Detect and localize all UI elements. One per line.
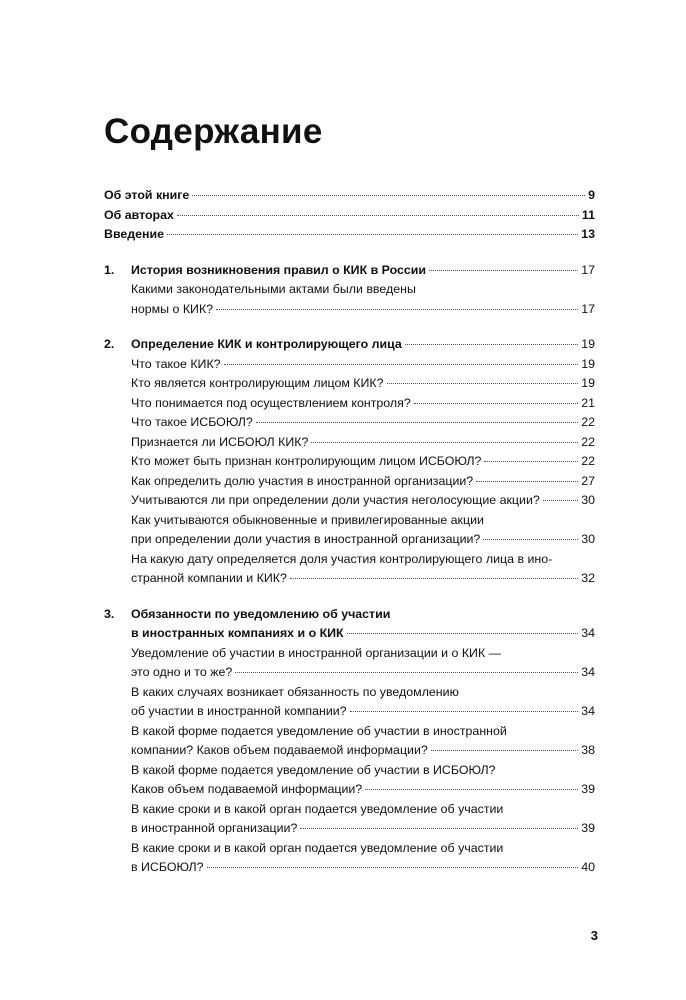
toc-entry[interactable] [0,761,686,781]
toc-entry-page: 40 [581,860,595,874]
toc-entry-page: 13 [581,227,595,241]
dot-leader [224,364,579,365]
toc-entry-page: 38 [581,743,595,757]
toc-entry[interactable] [0,511,686,531]
toc-entry-label: Как учитываются обыкновенные и привилегированные акции [131,512,484,527]
toc-front-entry[interactable] [0,186,686,206]
toc-entry[interactable] [0,550,686,570]
dot-leader [256,422,578,423]
chapter-number: 3. [104,606,115,621]
toc-entry-label: В каких случаях возникает обязанность по уведомлению [131,684,459,699]
toc-entry-page: 11 [581,207,595,222]
toc-chapter-entry[interactable] [0,605,686,625]
toc-entry-label: В какой форме подается уведомление об участии в иностранной [131,723,507,738]
toc-entry-label: Как определить долю участия в иностранной организации? [131,473,474,488]
dot-leader [311,442,578,443]
toc-entry-page: 30 [581,493,595,507]
dot-leader [300,828,578,829]
toc-entry-page: 39 [581,821,595,835]
dot-leader [365,789,578,790]
page-number: 3 [590,928,598,943]
dot-leader [235,672,578,673]
dot-leader [414,403,578,404]
dot-leader [484,461,578,462]
toc-entry-label: Определение КИК и контролирующего лица [131,337,402,351]
toc-entry[interactable] [0,644,686,664]
section-gap [0,589,686,605]
toc-entry[interactable] [0,530,686,550]
toc-entry-label: Учитываются ли при определении доли участия неголосующие акции? [131,493,540,507]
toc-entry[interactable] [0,683,686,703]
toc-entry[interactable] [0,433,686,453]
toc-entry-page: 22 [581,415,595,429]
toc-entry-page: 32 [581,571,595,585]
toc-entry-label: В какие сроки и в какой орган подается уведомление об участии [131,801,504,816]
dot-leader [290,578,578,579]
toc-entry-label: об участии в иностранной компании? [131,704,347,718]
toc-entry-label: в иностранных компаниях и о КИК [131,626,344,640]
section-gap [0,319,686,335]
toc-entry[interactable] [0,663,686,683]
dot-leader [350,711,579,712]
dot-leader [387,383,579,384]
toc-entry-page: 39 [581,782,595,796]
toc-entry-label: Каков объем подаваемой информации? [131,782,363,796]
toc-entry-page: 9 [588,188,595,202]
toc-entry-label: История возникновения правил о КИК в России [131,262,427,277]
toc-entry[interactable] [0,472,686,492]
dot-leader [483,539,578,540]
toc-entry[interactable] [0,413,686,433]
toc-entry[interactable] [0,491,686,511]
dot-leader [177,215,579,216]
toc-entry[interactable] [0,800,686,820]
dot-leader [405,344,578,345]
toc-entry[interactable] [0,355,686,375]
toc-entry-label: На какую дату определяется доля участия контролирующего лица в ино- [131,551,553,566]
toc-entry[interactable] [0,300,686,320]
toc-entry-label: Об этой книге [104,188,190,202]
toc-entry-label: Признается ли ИСБОЮЛ КИК? [131,434,309,449]
toc-entry[interactable] [0,394,686,414]
dot-leader [347,633,579,634]
toc-front-entry[interactable] [0,206,686,226]
toc-entry[interactable] [0,722,686,742]
toc-entry-label: Какими законодательными актами были введены [131,282,416,296]
toc-entry[interactable] [0,374,686,394]
toc-entry[interactable] [0,780,686,800]
toc-entry-page: 17 [581,301,595,316]
toc-entry-label: это одно и то же? [131,665,233,679]
toc-chapter-entry[interactable] [0,261,686,281]
toc-entry-page: 19 [581,337,595,351]
toc-entry-label: Обязанности по уведомлению об участии [131,606,391,621]
dot-leader [429,270,578,271]
toc-entry-label: В какой форме подается уведомление об участии в ИСБОЮЛ? [131,762,496,777]
toc-chapter-entry[interactable] [0,335,686,355]
toc-entry-label: Об авторах [104,207,174,222]
toc-entry-label: В какие сроки и в какой орган подается уведомление об участии [131,840,504,855]
toc-entry-label: Что такое ИСБОЮЛ? [131,415,253,429]
toc-entry-label: нормы о КИК? [131,301,214,316]
toc-entry[interactable] [0,452,686,472]
chapter-number: 2. [104,337,115,351]
dot-leader [543,500,578,501]
toc-entry[interactable] [0,569,686,589]
toc-entry-label: Введение [104,227,165,241]
toc-entry[interactable] [0,858,686,878]
toc-entry-page: 30 [581,532,595,546]
toc-chapter-entry[interactable] [0,624,686,644]
toc-entry-label: при определении доли участия в иностранной организации? [131,532,481,546]
chapter-number: 1. [104,262,115,277]
toc-entry-page: 34 [581,704,595,718]
dot-leader [207,867,579,868]
toc-entry[interactable] [0,819,686,839]
toc-entry-page: 22 [581,454,595,468]
toc-entry-page: 27 [581,473,595,488]
toc-entry[interactable] [0,839,686,859]
toc-front-entry[interactable] [0,225,686,245]
toc-entry-page: 19 [581,356,595,371]
toc-entry-page: 19 [581,376,595,390]
dot-leader [476,481,578,482]
dot-leader [431,750,578,751]
toc-entry-page: 34 [581,626,595,640]
toc-entry-label: в иностранной организации? [131,821,298,835]
dot-leader [167,234,578,235]
toc-entry-page: 21 [581,395,595,410]
toc-entry-label: в ИСБОЮЛ? [131,860,204,874]
toc-entry-label: Уведомление об участии в иностранной организации и о КИК — [131,645,502,660]
toc-entry-label: Кто является контролирующим лицом КИК? [131,376,384,390]
section-gap [0,245,686,261]
toc-entry-label: странной компании и КИК? [131,571,287,585]
toc-entry[interactable] [0,280,686,300]
toc-entry-label: Что такое КИК? [131,356,221,371]
table-of-contents [0,186,686,878]
page-title: Содержание [104,112,323,151]
toc-entry-page: 22 [581,434,595,449]
toc-entry-page: 34 [581,665,595,679]
toc-entry-page: 17 [581,262,595,277]
toc-entry-label: компании? Каков объем подаваемой информации? [131,743,428,757]
dot-leader [192,195,585,196]
toc-entry[interactable] [0,741,686,761]
dot-leader [216,309,578,310]
toc-entry-label: Что понимается под осуществлением контроля? [131,395,411,410]
toc-entry[interactable] [0,702,686,722]
toc-entry-label: Кто может быть признан контролирующим лицом ИСБОЮЛ? [131,454,482,468]
